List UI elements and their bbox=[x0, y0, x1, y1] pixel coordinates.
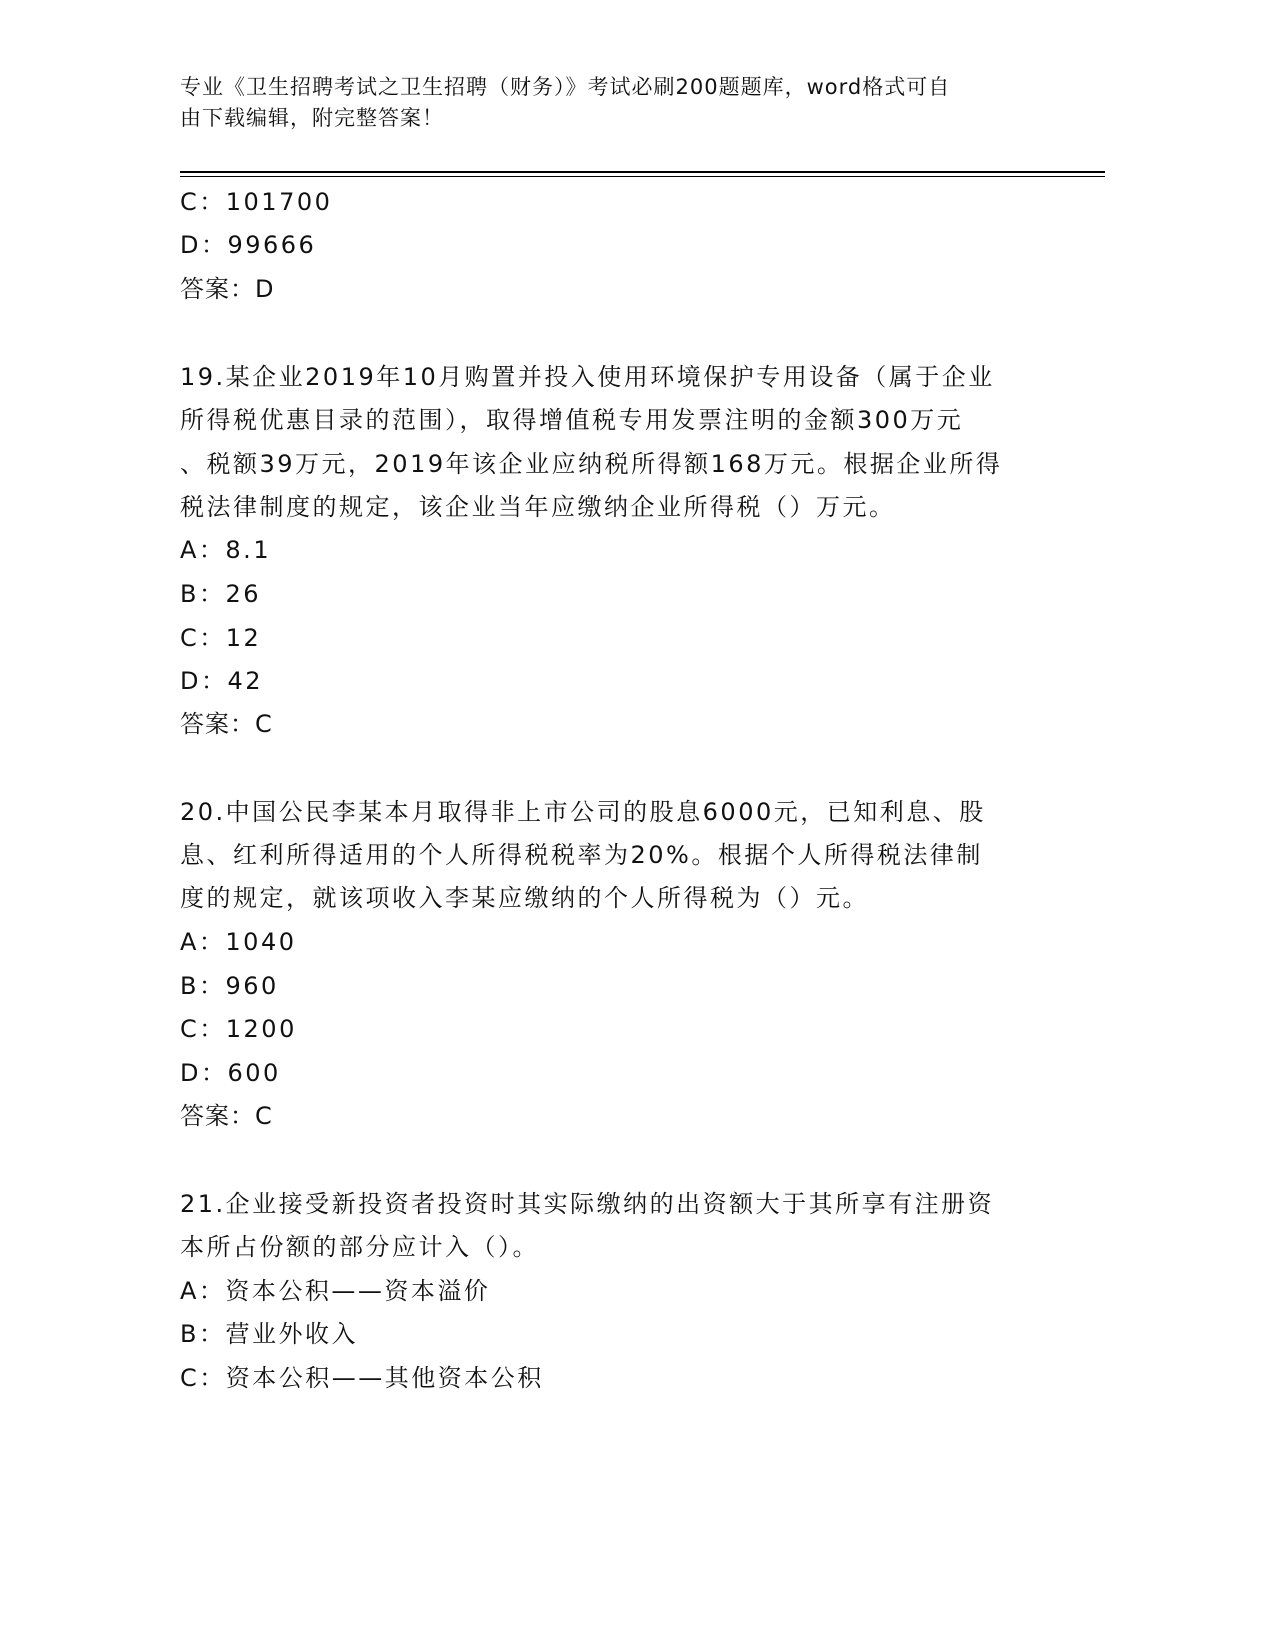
option: D：99666 bbox=[180, 231, 317, 259]
question-text: 20.中国公民李某本月取得非上市公司的股息6000元，已知利息、股 bbox=[180, 798, 986, 826]
document-header-line: 专业《卫生招聘考试之卫生招聘（财务）》考试必刷200题题库，word格式可自 bbox=[180, 75, 951, 99]
option: C：12 bbox=[180, 624, 262, 652]
option: B：26 bbox=[180, 580, 262, 608]
option: A：1040 bbox=[180, 928, 297, 956]
document-header-line: 由下载编辑，附完整答案！ bbox=[180, 106, 444, 130]
question-text: 所得税优惠目录的范围），取得增值税专用发票注明的金额300万元 bbox=[180, 406, 964, 434]
option: B：营业外收入 bbox=[180, 1320, 358, 1348]
question-text: 本所占份额的部分应计入（）。 bbox=[180, 1233, 539, 1261]
question-text: 度的规定，就该项收入李某应缴纳的个人所得税为（）元。 bbox=[180, 884, 869, 912]
answer: 答案：C bbox=[180, 1102, 273, 1130]
question-text: 税法律制度的规定，该企业当年应缴纳企业所得税（）万元。 bbox=[180, 493, 896, 521]
option: B：960 bbox=[180, 972, 279, 1000]
option: C：资本公积——其他资本公积 bbox=[180, 1364, 544, 1392]
answer: 答案：D bbox=[180, 275, 275, 303]
option: C：1200 bbox=[180, 1015, 297, 1043]
header-divider bbox=[180, 171, 1105, 173]
option: C：101700 bbox=[180, 188, 333, 216]
option: A：资本公积——资本溢价 bbox=[180, 1277, 491, 1305]
question-text: 21.企业接受新投资者投资时其实际缴纳的出资额大于其所享有注册资 bbox=[180, 1190, 995, 1218]
answer: 答案：C bbox=[180, 710, 273, 738]
header-divider bbox=[180, 176, 1105, 177]
question-text: 、税额39万元，2019年该企业应纳税所得额168万元。根据企业所得 bbox=[180, 450, 1003, 478]
option: A：8.1 bbox=[180, 536, 272, 564]
option: D：600 bbox=[180, 1059, 281, 1087]
question-text: 息、红利所得适用的个人所得税税率为20%。根据个人所得税法律制 bbox=[180, 841, 983, 869]
option: D：42 bbox=[180, 667, 264, 695]
question-text: 19.某企业2019年10月购置并投入使用环境保护专用设备（属于企业 bbox=[180, 363, 995, 391]
